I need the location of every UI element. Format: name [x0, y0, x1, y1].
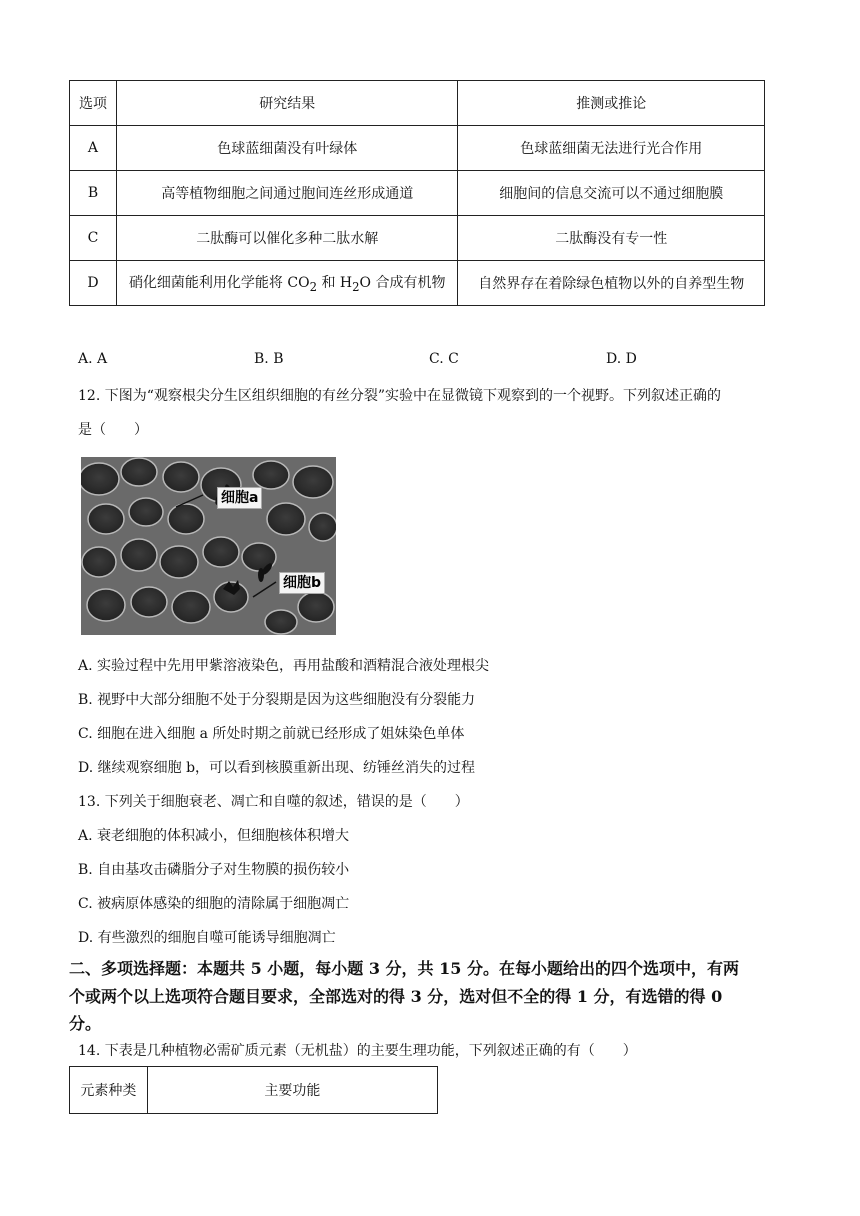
microscope-image	[81, 457, 336, 635]
option-cell: A	[70, 126, 117, 171]
microscope-field-graphic	[81, 457, 336, 635]
header-cell: 元素种类	[70, 1067, 148, 1114]
subscript: 2	[352, 279, 360, 294]
q12-option-d: D. 继续观察细胞 b，可以看到核膜重新出现、纺锤丝消失的过程	[78, 760, 476, 776]
q12-stem-line2: 是（ ）	[78, 422, 148, 438]
option-d: D. D	[606, 351, 637, 367]
subscript: 2	[309, 279, 317, 294]
inference-cell: 细胞间的信息交流可以不通过细胞膜	[458, 171, 765, 216]
mineral-table	[69, 1066, 438, 1114]
q12-option-b: B. 视野中大部分细胞不处于分裂期是因为这些细胞没有分裂能力	[78, 692, 476, 708]
header-cell: 选项	[70, 81, 117, 126]
result-cell: 色球蓝细菌没有叶绿体	[116, 126, 458, 171]
result-cell	[116, 261, 458, 306]
table-header-row	[70, 81, 765, 126]
table-row	[70, 171, 765, 216]
result-cell: 二肽酶可以催化多种二肽水解	[116, 216, 458, 261]
label-cell-a: 细胞a	[217, 487, 262, 509]
q13-option-b: B. 自由基攻击磷脂分子对生物膜的损伤较小	[78, 862, 350, 878]
table-row	[70, 216, 765, 261]
option-cell: C	[70, 216, 117, 261]
q13-option-d: D. 有些激烈的细胞自噬可能诱导细胞凋亡	[78, 930, 336, 946]
header-cell: 主要功能	[147, 1067, 437, 1114]
header-cell: 推测或推论	[458, 81, 765, 126]
section2-heading-line2: 个或两个以上选项符合题目要求，全部选对的得 3 分，选对但不全的得 1 分，有选错的得 0	[69, 987, 723, 1006]
option-cell: B	[70, 171, 117, 216]
option-cell: D	[70, 261, 117, 306]
table-header-row	[70, 1067, 438, 1114]
result-text: O 合成有机物	[359, 275, 446, 292]
q12-option-c: C. 细胞在进入细胞 a 所处时期之前就已经形成了姐妹染色单体	[78, 726, 465, 742]
option-c: C. C	[429, 351, 459, 367]
inference-cell: 自然界存在着除绿色植物以外的自养型生物	[458, 261, 765, 306]
result-text: 和 H	[317, 275, 353, 292]
header-cell: 研究结果	[116, 81, 458, 126]
q13-option-c: C. 被病原体感染的细胞的清除属于细胞凋亡	[78, 896, 350, 912]
table-row	[70, 261, 765, 306]
result-text: 硝化细菌能利用化学能将 CO	[128, 275, 310, 292]
option-b: B. B	[254, 351, 284, 367]
inference-cell: 二肽酶没有专一性	[458, 216, 765, 261]
section2-heading-line3: 分。	[69, 1014, 102, 1033]
q12-option-a: A. 实验过程中先用甲紫溶液染色，再用盐酸和酒精混合液处理根尖	[78, 658, 490, 674]
q12-stem-line1: 12. 下图为“观察根尖分生区组织细胞的有丝分裂”实验中在显微镜下观察到的一个视野。下列叙述正确的	[78, 388, 722, 404]
result-cell: 高等植物细胞之间通过胞间连丝形成通道	[116, 171, 458, 216]
label-cell-b: 细胞b	[279, 572, 325, 594]
table-row	[70, 126, 765, 171]
q13-option-a: A. 衰老细胞的体积减小，但细胞核体积增大	[78, 828, 350, 844]
research-table	[69, 80, 765, 306]
section2-heading-line1: 二、多项选择题：本题共 5 小题，每小题 3 分，共 15 分。在每小题给出的四个选项中，有两	[69, 959, 739, 978]
q13-stem: 13. 下列关于细胞衰老、凋亡和自噬的叙述，错误的是（ ）	[78, 794, 469, 810]
inference-cell: 色球蓝细菌无法进行光合作用	[458, 126, 765, 171]
option-a: A. A	[78, 351, 108, 367]
q14-stem: 14. 下表是几种植物必需矿质元素（无机盐）的主要生理功能，下列叙述正确的有（ ）	[78, 1043, 637, 1059]
